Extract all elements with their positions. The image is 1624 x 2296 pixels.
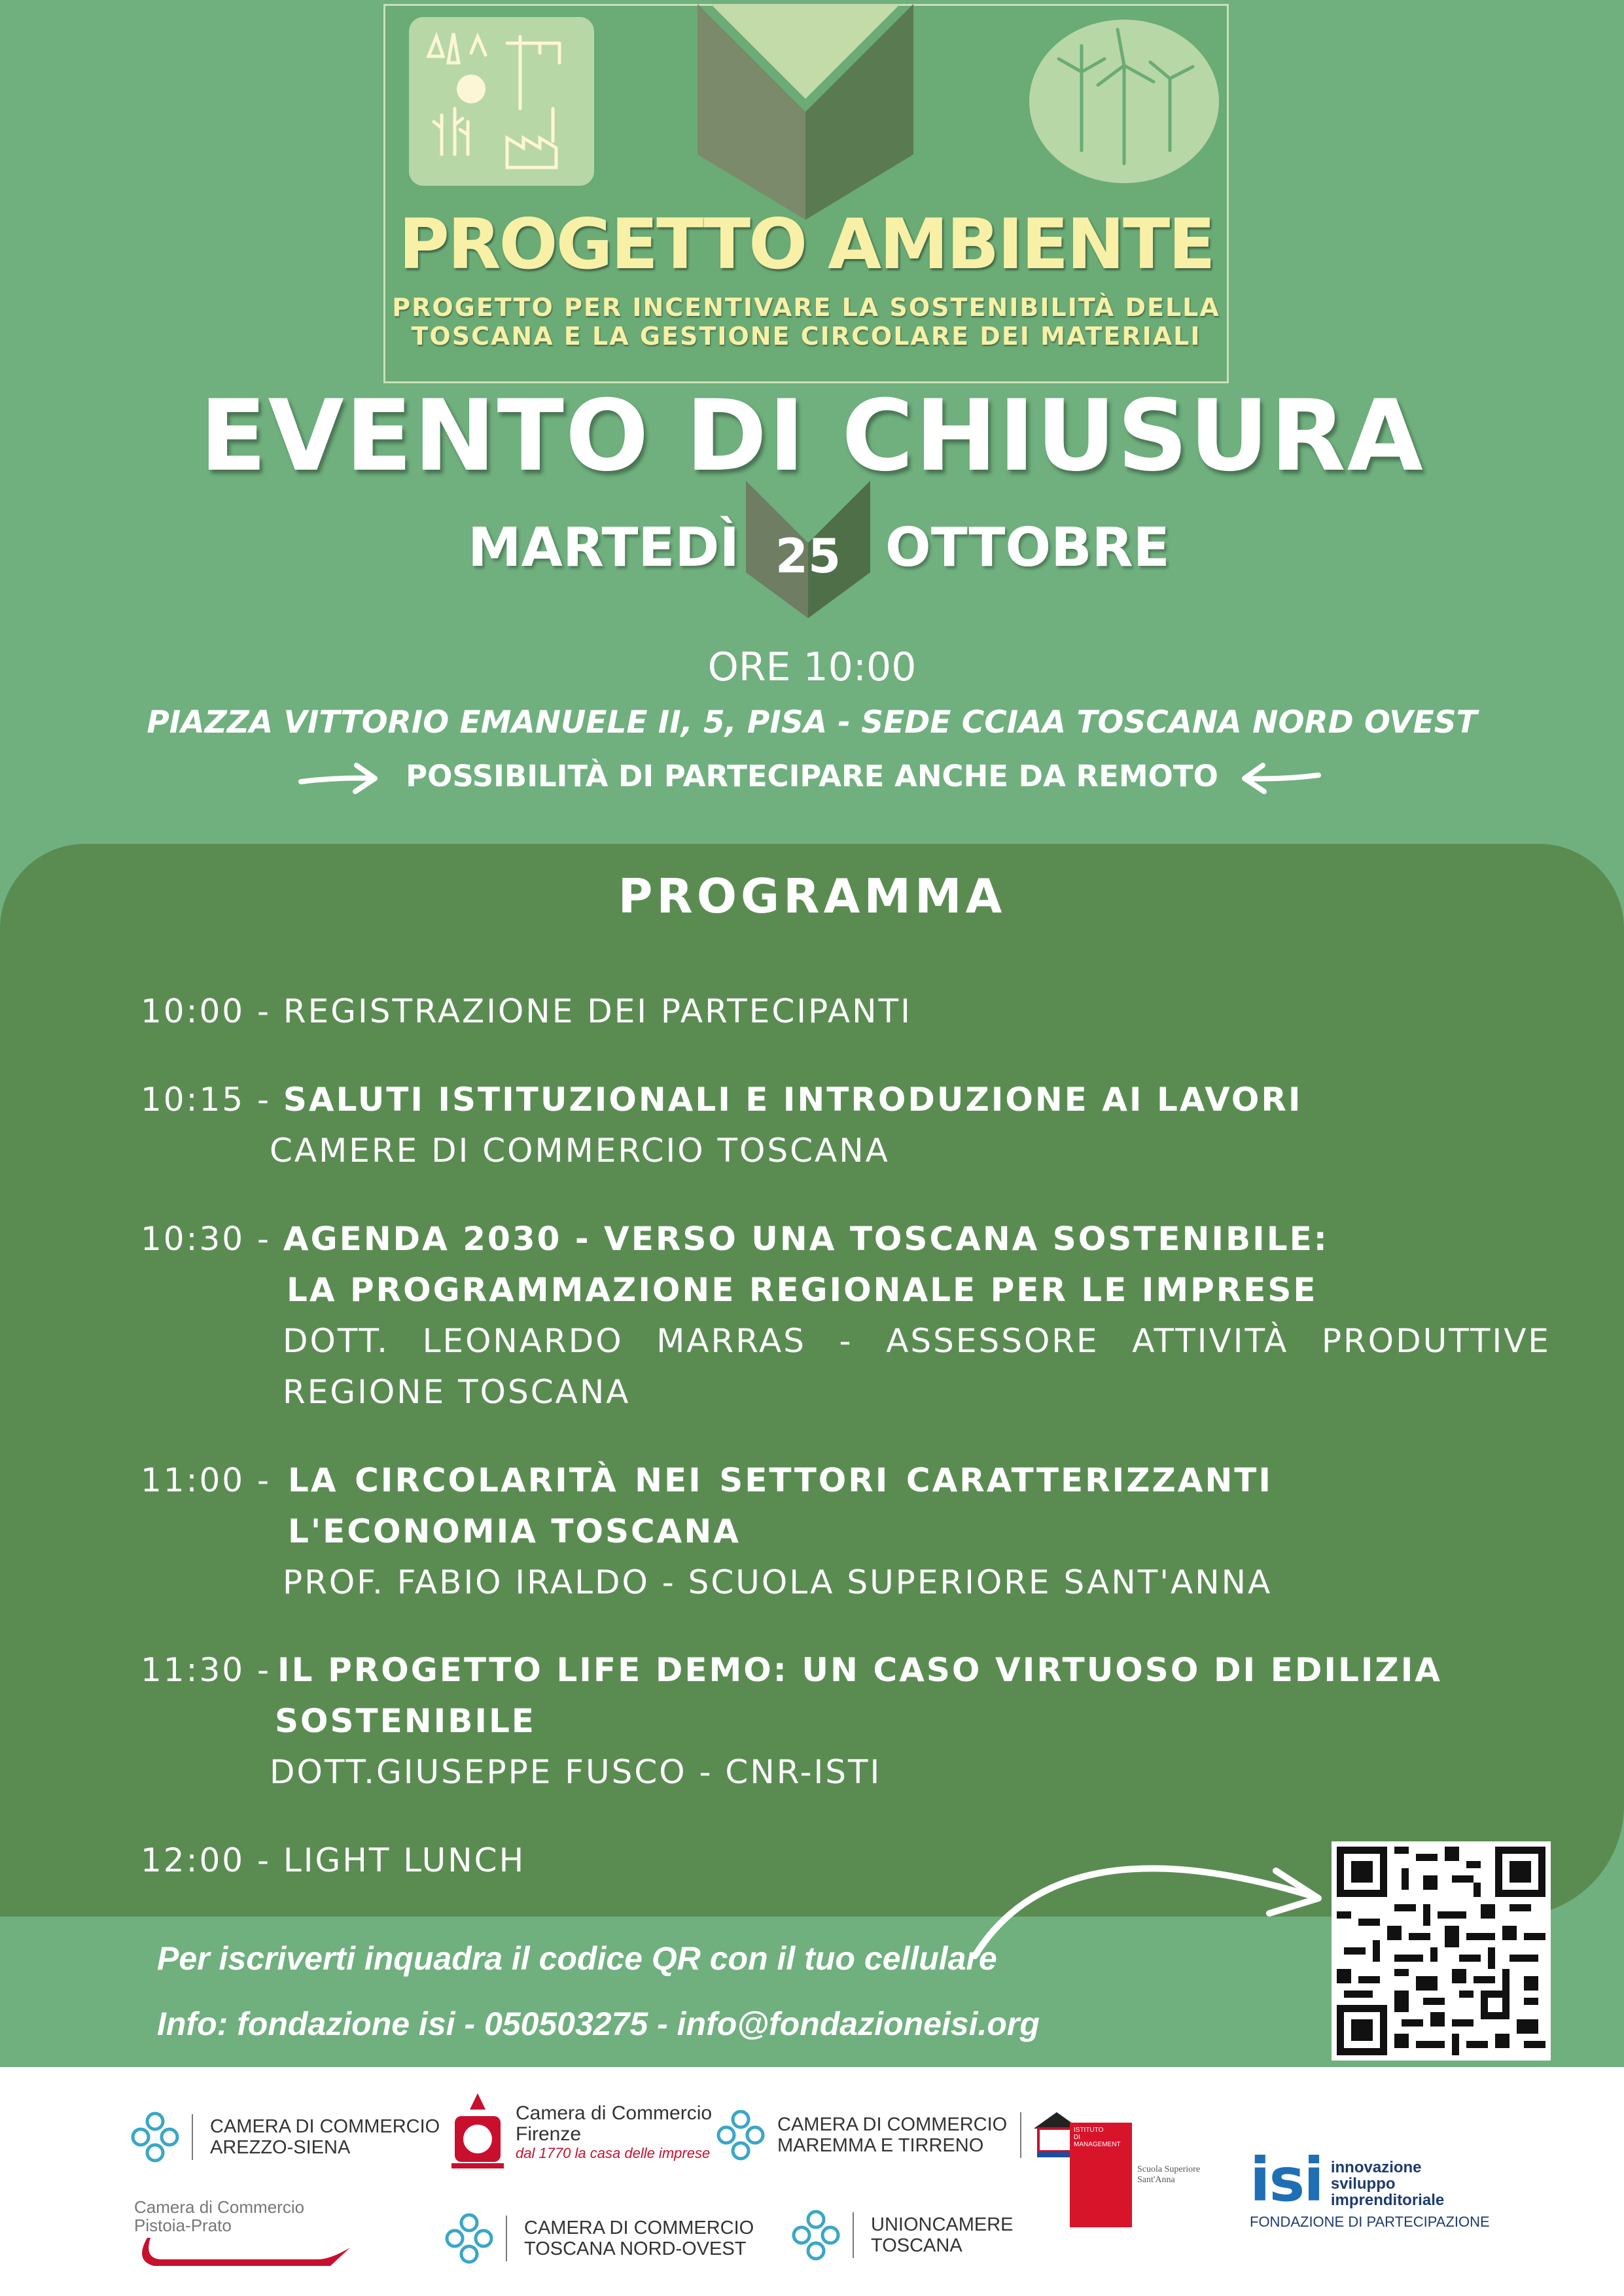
program-title: PROGRAMMA [618, 869, 1006, 924]
qr-code[interactable] [1332, 1841, 1551, 2061]
wind-turbine-icon [1029, 20, 1219, 183]
flower-icon [713, 2108, 768, 2163]
program-speaker-1100: PROF. FABIO IRALDO - SCUOLA SUPERIORE SANT'ANNA [283, 1563, 1273, 1601]
logo-cciaa-pistoia-prato: Camera di Commercio Pistoia-Prato [134, 2198, 350, 2274]
project-subtitle-line2: TOSCANA E LA GESTIONE CIRCOLARE DEI MATERIALI [411, 322, 1201, 351]
signup-instruction: Per iscriverti inquadra il codice QR con il tuo cellulare [157, 1940, 997, 1977]
program-item-1100: 11:00 - [141, 1461, 272, 1499]
logo-sant-anna: ISTITUTO DI MANAGEMENT Scuola Superiore Sant'Anna [1070, 2123, 1200, 2227]
program-item-1030: 10:30 - AGENDA 2030 - VERSO UNA TOSCANA SOSTENIBILE: [141, 1220, 1329, 1258]
lamb-emblem-icon [445, 2090, 510, 2175]
flower-icon [788, 2208, 843, 2263]
project-subtitle-line1: PROGETTO PER INCENTIVARE LA SOSTENIBILITÀ DELLA [392, 293, 1220, 322]
event-title: EVENTO DI CHIUSURA [200, 379, 1424, 493]
remote-participation: POSSIBILITÀ DI PARTECIPARE ANCHE DA REMOTO [406, 759, 1218, 793]
program-item-1130: 11:30 - [141, 1651, 272, 1689]
program-speaker-1130: DOTT.GIUSEPPE FUSCO - CNR-ISTI [270, 1753, 882, 1791]
contact-info: Info: fondazione isi - 050503275 - info@fondazioneisi.org [157, 2006, 1040, 2042]
program-item-1200: 12:00 - LIGHT LUNCH [141, 1841, 526, 1879]
logo-fondazione-isi: isi innovazione sviluppo imprenditoriale FONDAZIONE DI PARTECIPAZIONE [1250, 2145, 1490, 2230]
project-title: PROGETTO AMBIENTE [398, 204, 1214, 285]
program-title2-1030: LA PROGRAMMAZIONE REGIONALE PER LE IMPRESE [287, 1271, 1318, 1309]
flower-icon [128, 2110, 183, 2165]
program-title2-1130: SOSTENIBILE [275, 1702, 536, 1740]
event-time: ORE 10:00 [707, 644, 917, 690]
program-speaker-1015: CAMERE DI COMMERCIO TOSCANA [270, 1132, 890, 1170]
logo-cciaa-maremma-tirreno: CAMERA DI COMMERCIO MAREMMA E TIRRENO [713, 2108, 1083, 2163]
logo-unioncamere-toscana: UNIONCAMERE TOSCANA [788, 2208, 1014, 2263]
logo-cciaa-arezzo-siena: CAMERA DI COMMERCIO AREZZO-SIENA [128, 2110, 440, 2165]
program-speaker-1030: DOTT. LEONARDO MARRAS - ASSESSORE ATTIVITÀ PRODUTTIVE [283, 1322, 1551, 1360]
program-speaker2-1030: REGIONE TOSCANA [283, 1373, 631, 1411]
curved-arrow-icon [962, 1845, 1328, 1962]
program-item-1015: 10:15 - SALUTI ISTITUZIONALI E INTRODUZIONE AI LAVORI [141, 1081, 1303, 1119]
event-date-number: 25 [775, 529, 841, 583]
logo-cciaa-toscana-nord-ovest: CAMERA DI COMMERCIO TOSCANA NORD-OVEST [442, 2211, 754, 2266]
flower-icon [442, 2211, 497, 2266]
program-title1-1100: LA CIRCOLARITÀ NEI SETTORI CARATTERIZZANTI [288, 1461, 1273, 1499]
event-place: PIAZZA VITTORIO EMANUELE II, 5, PISA - SEDE CCIAA TOSCANA NORD OVEST [147, 704, 1477, 740]
logo-cciaa-firenze: Camera di Commercio Firenze dal 1770 la casa delle imprese [445, 2090, 712, 2175]
chevron-logo [697, 4, 913, 220]
city-industry-icon [409, 17, 594, 186]
event-day: MARTEDÌ [467, 517, 739, 579]
program-title2-1100: L'ECONOMIA TOSCANA [288, 1512, 741, 1550]
arrow-left-icon [1237, 759, 1322, 798]
program-item-1000: 10:00 - REGISTRAZIONE DEI PARTECIPANTI [141, 992, 912, 1030]
swoosh-icon [134, 2235, 350, 2274]
program-title1-1130: IL PROGETTO LIFE DEMO: UN CASO VIRTUOSO DI EDILIZIA [277, 1651, 1442, 1689]
event-month: OTTOBRE [885, 517, 1170, 579]
